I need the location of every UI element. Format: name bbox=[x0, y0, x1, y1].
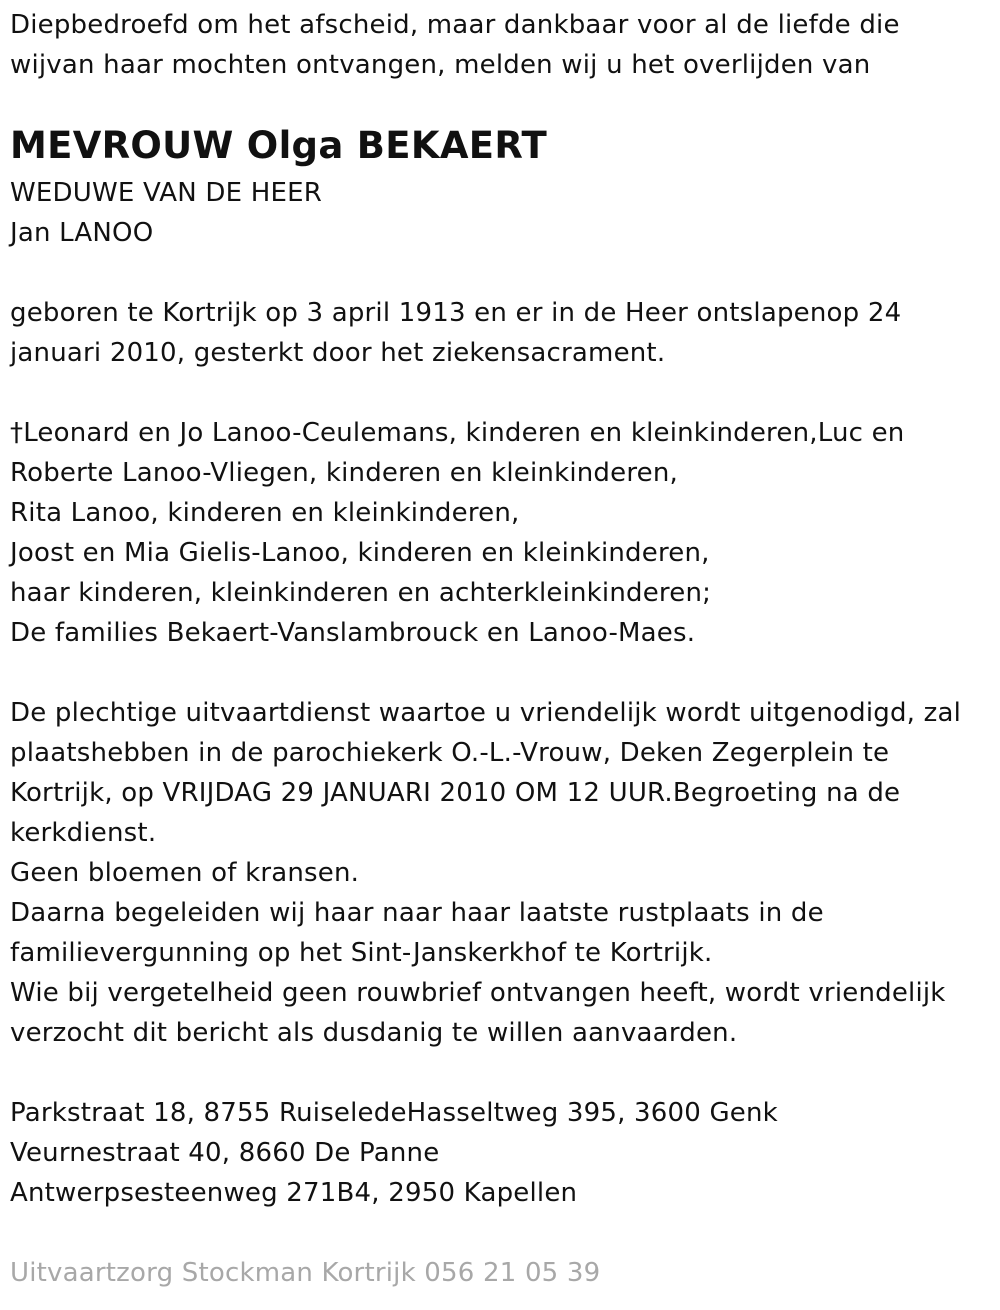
family-line: De families Bekaert-Vanslambrouck en Lanoo-Maes. bbox=[10, 618, 696, 648]
spouse-name: Jan LANOO bbox=[10, 218, 154, 248]
service-line: Daarna begeleiden wij haar naar haar laatste rustplaats in de bbox=[10, 898, 824, 928]
service-line: Geen bloemen of kransen. bbox=[10, 858, 360, 888]
birth-death-line: januari 2010, gesterkt door het ziekensacrament. bbox=[10, 338, 666, 368]
deceased-name: MEVROUW Olga BEKAERT bbox=[10, 124, 548, 167]
service-line: verzocht dit bericht als dusdanig te willen aanvaarden. bbox=[10, 1018, 738, 1048]
family-line: Joost en Mia Gielis-Lanoo, kinderen en kleinkinderen, bbox=[10, 538, 710, 568]
service-line: De plechtige uitvaartdienst waartoe u vriendelijk wordt uitgenodigd, zal bbox=[10, 698, 962, 728]
family-line: †Leonard en Jo Lanoo-Ceulemans, kinderen en kleinkinderen,Luc en bbox=[10, 418, 905, 448]
address-line: Antwerpsesteenweg 271B4, 2950 Kapellen bbox=[10, 1178, 578, 1208]
service-line: plaatshebben in de parochiekerk O.-L.-Vrouw, Deken Zegerplein te bbox=[10, 738, 890, 768]
widow-of-label: WEDUWE VAN DE HEER bbox=[10, 178, 322, 208]
service-line: familievergunning op het Sint-Janskerkhof te Kortrijk. bbox=[10, 938, 713, 968]
service-line: kerkdienst. bbox=[10, 818, 157, 848]
family-line: Roberte Lanoo-Vliegen, kinderen en kleinkinderen, bbox=[10, 458, 678, 488]
family-line: haar kinderen, kleinkinderen en achterkleinkinderen; bbox=[10, 578, 712, 608]
family-line: Rita Lanoo, kinderen en kleinkinderen, bbox=[10, 498, 520, 528]
service-line: Wie bij vergetelheid geen rouwbrief ontvangen heeft, wordt vriendelijk bbox=[10, 978, 946, 1008]
birth-death-line: geboren te Kortrijk op 3 april 1913 en er in de Heer ontslapenop 24 bbox=[10, 298, 902, 328]
address-line: Veurnestraat 40, 8660 De Panne bbox=[10, 1138, 440, 1168]
service-line: Kortrijk, op VRIJDAG 29 JANUARI 2010 OM 12 UUR.Begroeting na de bbox=[10, 778, 901, 808]
address-line: Parkstraat 18, 8755 RuiseledeHasseltweg 395, 3600 Genk bbox=[10, 1098, 778, 1128]
intro-line: wijvan haar mochten ontvangen, melden wij u het overlijden van bbox=[10, 50, 871, 80]
funeral-home-footer: Uitvaartzorg Stockman Kortrijk 056 21 05 39 bbox=[10, 1258, 601, 1288]
intro-line: Diepbedroefd om het afscheid, maar dankbaar voor al de liefde die bbox=[10, 10, 900, 40]
